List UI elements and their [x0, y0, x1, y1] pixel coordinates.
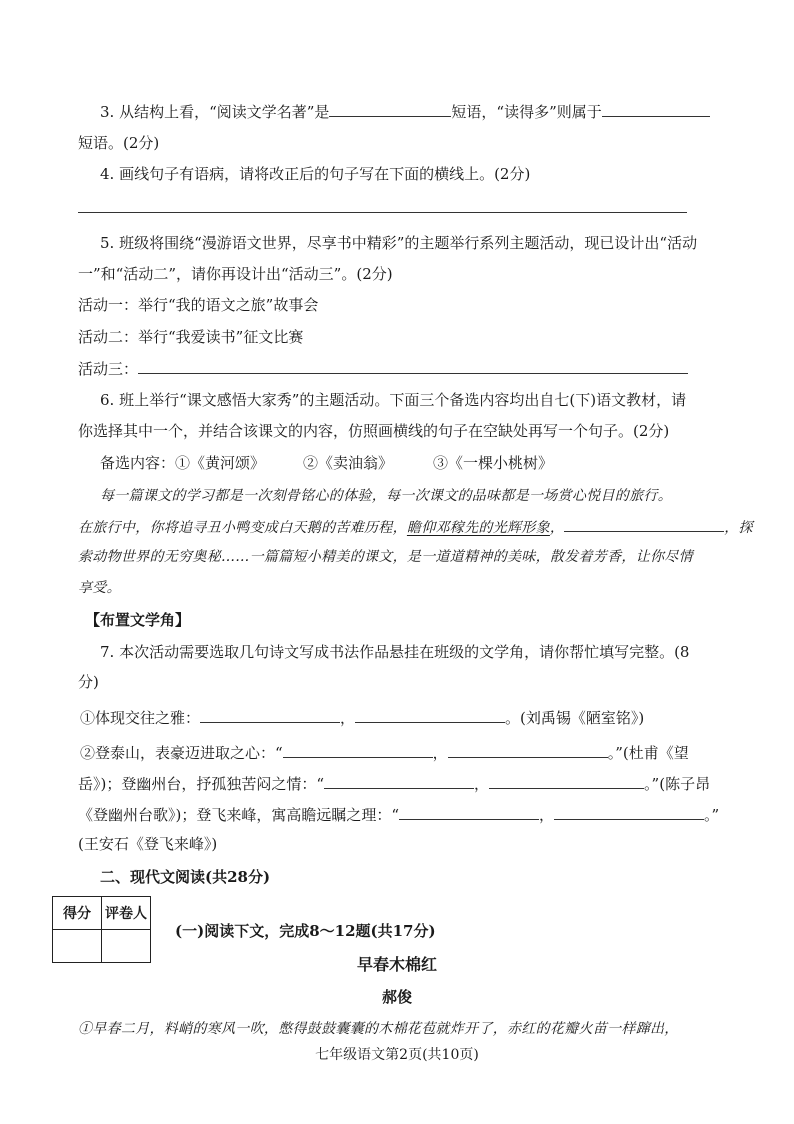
part2-title: 二、现代文阅读(共28分): [100, 868, 271, 886]
q7-item2-line2: [78, 772, 710, 795]
reading1-instruction: (一)阅读下文，完成8～12题(共17分): [175, 922, 436, 940]
q7-item2-line1: [80, 741, 689, 764]
q6-passage2-c: ，探: [724, 520, 753, 536]
q7-item3-sep: ，: [474, 775, 490, 793]
q7-item2-sep: ，: [432, 744, 448, 762]
q7-item3-blank-2[interactable]: [489, 772, 644, 789]
q5-activity2: 活动二：举行“我爱读书”征文比赛: [78, 328, 304, 346]
q7-item4-end: 。”: [704, 806, 720, 824]
q3-blank-1[interactable]: [329, 100, 451, 117]
q6-line2: 你选择其中一个，并结合该课文的内容，仿照画横线的句子在空缺处再写一个句子。(2分): [78, 422, 670, 440]
q3-text-b: 短语，“读得多”则属于: [451, 103, 602, 121]
q5-line2: 一”和“活动二”，请你再设计出“活动三”。(2分): [78, 265, 393, 283]
score-table-header-score: 得分: [53, 897, 102, 930]
q5-activity3-label: 活动三：: [78, 360, 139, 378]
q7-item2-line4: (王安石《登飞来峰》): [78, 835, 218, 853]
q6-passage-line3: 索动物世界的无穷奥秘……一篇篇短小精美的课文，是一道道精神的美味，散发着芳香，让你尽情: [78, 549, 693, 565]
q6-option-1: ①《黄河颂》: [175, 454, 266, 472]
q7-item3-source: 。”(陈子昂: [644, 775, 711, 793]
q6-passage2-b: ，: [549, 520, 565, 536]
q7-item3-label: 岳》)；登幽州台，抒孤独苦闷之情：“: [78, 775, 325, 793]
q7-item1-label: ①体现交往之雅：: [80, 709, 201, 727]
q6-option-3: ③《一棵小桃树》: [433, 454, 554, 472]
q7-item2-blank-2[interactable]: [448, 741, 608, 758]
q5-line1: 5. 班级将围绕“漫游语文世界，尽享书中精彩”的主题举行系列主题活动，现已设计出“活动: [100, 234, 698, 252]
section-heading-literature-corner: 【布置文学角】: [85, 611, 191, 629]
q7-item1-source: 。(刘禹锡《陋室铭》): [505, 709, 645, 727]
q7-item2-line3: [78, 803, 719, 826]
q3-text-a: 3. 从结构上看，“阅读文学名著”是: [100, 103, 330, 121]
q7-line2: 分): [78, 673, 99, 691]
reading1-author: 郝俊: [381, 988, 412, 1006]
q3-blank-2[interactable]: [602, 100, 710, 117]
q6-underlined-sentence: 瞻仰邓稼先的光辉形象: [406, 520, 550, 536]
reading1-title: 早春木棉红: [356, 955, 437, 974]
q6-line1: 6. 班上举行“课文感悟大家秀”的主题活动。下面三个备选内容均出自七(下)语文教材，请: [100, 391, 687, 409]
page-footer: 七年级语文第2页(共10页): [315, 1047, 479, 1063]
q6-passage2-a: 在旅行中，你将追寻丑小鸭变成白天鹅的苦难历程，: [78, 520, 407, 536]
q7-item4-blank-1[interactable]: [399, 803, 539, 820]
q4-prompt: 4. 画线句子有语病，请将改正后的句子写在下面的横线上。(2分): [100, 165, 531, 183]
q7-item1-blank-1[interactable]: [200, 706, 340, 723]
q7-item1-blank-2[interactable]: [355, 706, 505, 723]
q3-line1: [100, 100, 710, 123]
q7-item4-blank-2[interactable]: [554, 803, 704, 820]
q7-item2-label: ②登泰山，表豪迈进取之心：“: [80, 744, 283, 762]
q5-activity1: 活动一：举行“我的语文之旅”故事会: [78, 296, 319, 314]
q6-passage-line2: [78, 515, 753, 539]
q6-option-2: ②《卖油翁》: [303, 454, 394, 472]
q5-activity3-blank[interactable]: [138, 357, 688, 374]
q3-line2: 短语。(2分): [78, 134, 160, 152]
reading1-paragraph1: ①早春二月，料峭的寒风一吹，憋得鼓鼓囊囊的木棉花苞就炸开了，赤红的花瓣火苗一样蹿出，: [78, 1021, 679, 1037]
q6-options: [100, 452, 553, 474]
score-table-header-grader: 评卷人: [102, 897, 151, 930]
q5-activity3: [78, 357, 688, 380]
score-table: [52, 896, 151, 963]
q7-item2-blank-1[interactable]: [283, 741, 433, 758]
q7-line1: 7. 本次活动需要选取几句诗文写成书法作品悬挂在班级的文学角，请你帮忙填写完整。(8: [100, 643, 690, 661]
q7-item1-sep: ，: [340, 709, 356, 727]
q4-answer-line[interactable]: [78, 212, 687, 213]
q7-item1: [80, 706, 644, 729]
q6-answer-blank[interactable]: [564, 515, 724, 532]
q7-item2-source: 。”(杜甫《望: [607, 744, 689, 762]
q7-item4-sep: ，: [539, 806, 555, 824]
q7-item4-label: 《登幽州台歌》)；登飞来峰，寓高瞻远瞩之理：“: [78, 806, 400, 824]
q6-options-label: 备选内容：: [100, 454, 176, 472]
q7-item3-blank-1[interactable]: [324, 772, 474, 789]
q6-passage-line4: 享受。: [78, 580, 121, 596]
q6-passage-line1: 每一篇课文的学习都是一次刻骨铭心的体验，每一次课文的品味都是一场赏心悦目的旅行。: [100, 488, 672, 504]
